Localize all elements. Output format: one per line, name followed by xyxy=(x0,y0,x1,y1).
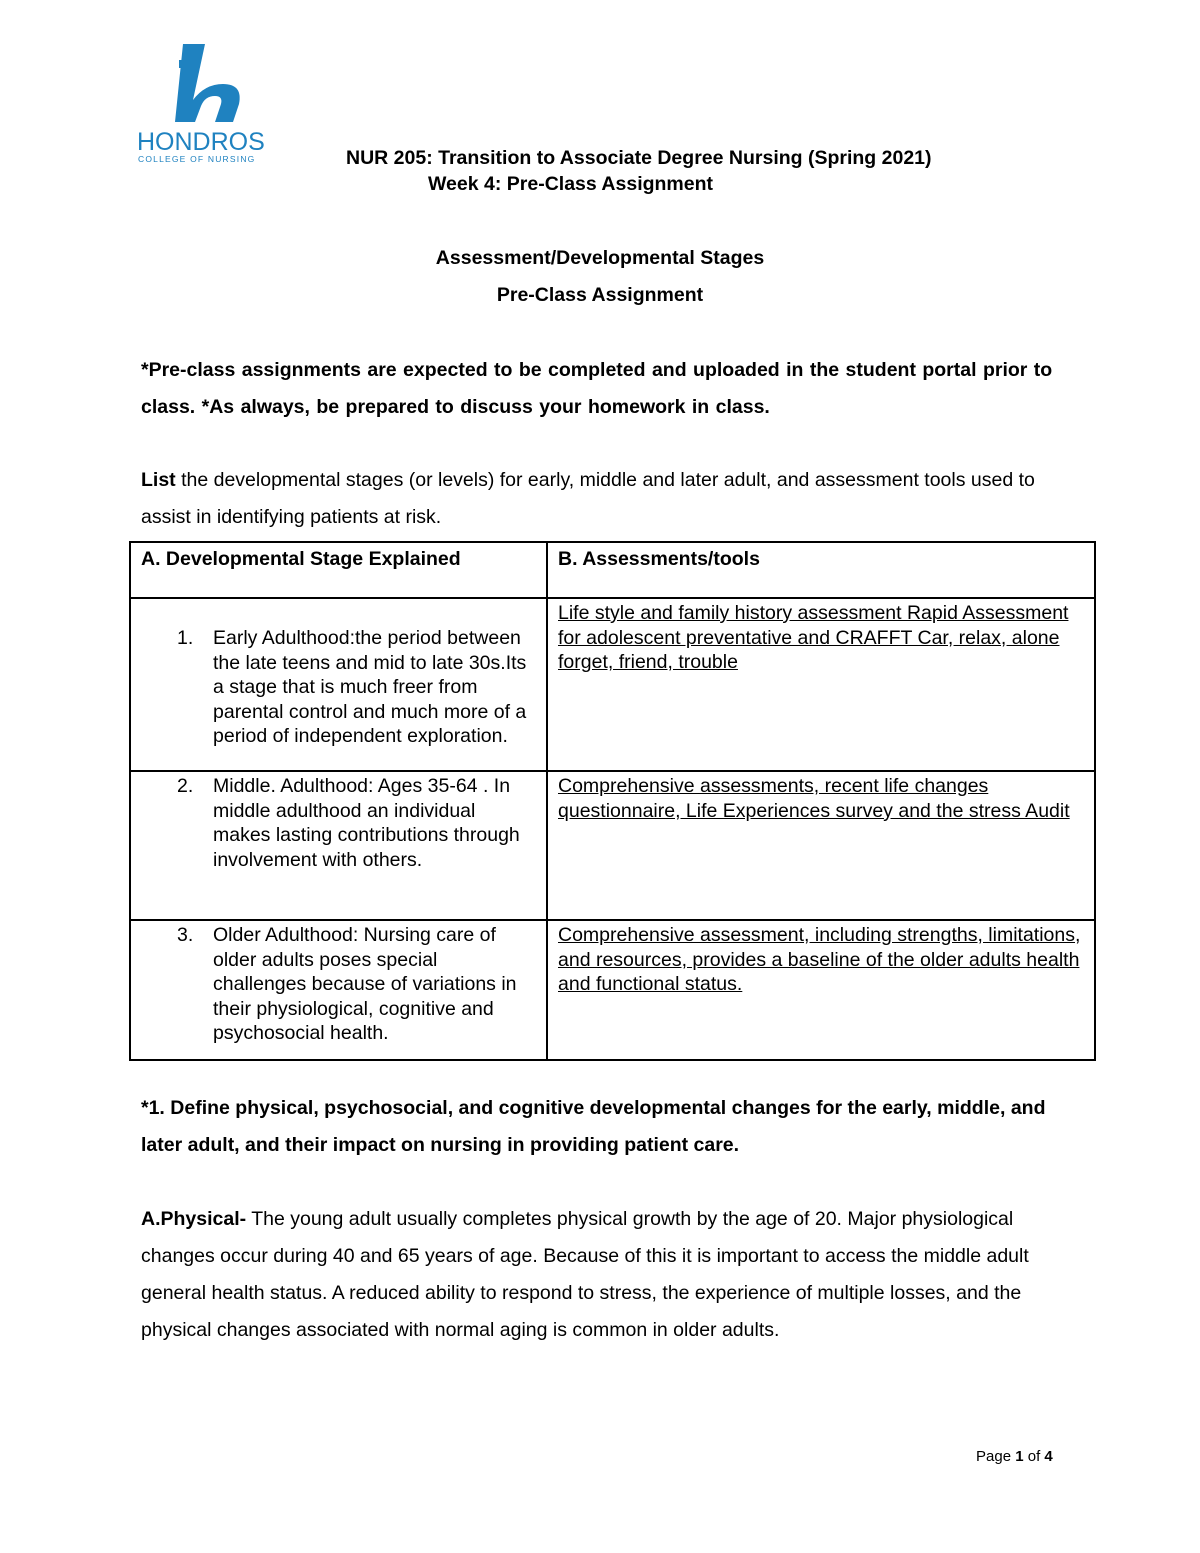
answer-physical xyxy=(141,1201,1041,1349)
logo-wordmark: HONDROS xyxy=(137,128,265,156)
tools-description: Comprehensive assessments, recent life changes questionnaire, Life Experiences survey and the stress Audit xyxy=(558,775,1070,822)
page-of-word: of xyxy=(1027,1448,1041,1465)
stage-number: 1. xyxy=(177,627,194,649)
table-row xyxy=(130,598,1095,771)
tools-cell xyxy=(547,771,1095,920)
question-1: *1. Define physical, psychosocial, and cognitive developmental changes for the early, middle, and later adult, and their impact on nursing in providing patient care. xyxy=(141,1097,1046,1156)
instruction-lead: List xyxy=(141,469,176,491)
stage-cell xyxy=(130,920,547,1060)
section-subtitle: Pre-Class Assignment xyxy=(496,284,704,306)
page-total: 4 xyxy=(1044,1448,1053,1465)
table-row xyxy=(130,771,1095,920)
tools-cell xyxy=(547,598,1095,771)
logo-subtitle: COLLEGE OF NURSING xyxy=(138,154,256,164)
assignment-notice: *Pre-class assignments are expected to be completed and uploaded in the student portal prior to class. *As always, be prepared to discuss your homework in class. xyxy=(141,359,1053,418)
course-title: NUR 205: Transition to Associate Degree Nursing (Spring 2021) xyxy=(346,147,932,169)
page-current: 1 xyxy=(1015,1448,1024,1465)
tools-cell xyxy=(547,920,1095,1060)
table-header-stage: A. Developmental Stage Explained xyxy=(130,542,547,598)
table-header-tools: B. Assessments/tools xyxy=(547,542,1095,598)
stage-number: 2. xyxy=(177,775,194,797)
table-header-row xyxy=(130,542,1095,598)
section-heading: Assessment/Developmental Stages xyxy=(435,247,765,269)
stage-cell xyxy=(130,771,547,920)
week-title: Week 4: Pre-Class Assignment xyxy=(428,173,714,195)
tools-description: Life style and family history assessment Rapid Assessment for adolescent preventative and CRAFFT Car, relax, alone forget, friend, trouble xyxy=(558,602,1069,674)
answer-physical-text: The young adult usually completes physical growth by the age of 20. Major physiological changes occur during 40 and 65 years of age. Because of this it is important to access the middle adult general health status. A reduced ability to respond to stress, the experience of multiple losses, and the physical changes associated with normal aging is common in older adults. xyxy=(141,1208,1029,1341)
stage-description: Middle. Adulthood: Ages 35-64 . In middle adulthood an individual makes lasting contributions through involvement with others. xyxy=(213,775,520,871)
table-row xyxy=(130,920,1095,1060)
instruction-paragraph xyxy=(141,462,1071,536)
stage-number: 3. xyxy=(177,924,194,946)
tools-description: Comprehensive assessment, including strengths, limitations, and resources, provides a baseline of the older adults health and functional status. xyxy=(558,924,1081,996)
stage-description: Older Adulthood: Nursing care of older adults poses special challenges because of variations in their physiological, cognitive and psychosocial health. xyxy=(213,924,517,1045)
stages-table xyxy=(129,541,1096,1061)
page-footer xyxy=(976,1448,1053,1465)
stage-description: Early Adulthood:the period between the late teens and mid to late 30s.Its a stage that is much freer from parental control and much more of a period of independent exploration. xyxy=(213,627,527,748)
answer-physical-label: A.Physical- xyxy=(141,1208,247,1230)
instruction-text: the developmental stages (or levels) for early, middle and later adult, and assessment tools used to assist in identifying patients at risk. xyxy=(141,469,1035,528)
page-word: Page xyxy=(976,1448,1012,1465)
stage-cell xyxy=(130,598,547,771)
